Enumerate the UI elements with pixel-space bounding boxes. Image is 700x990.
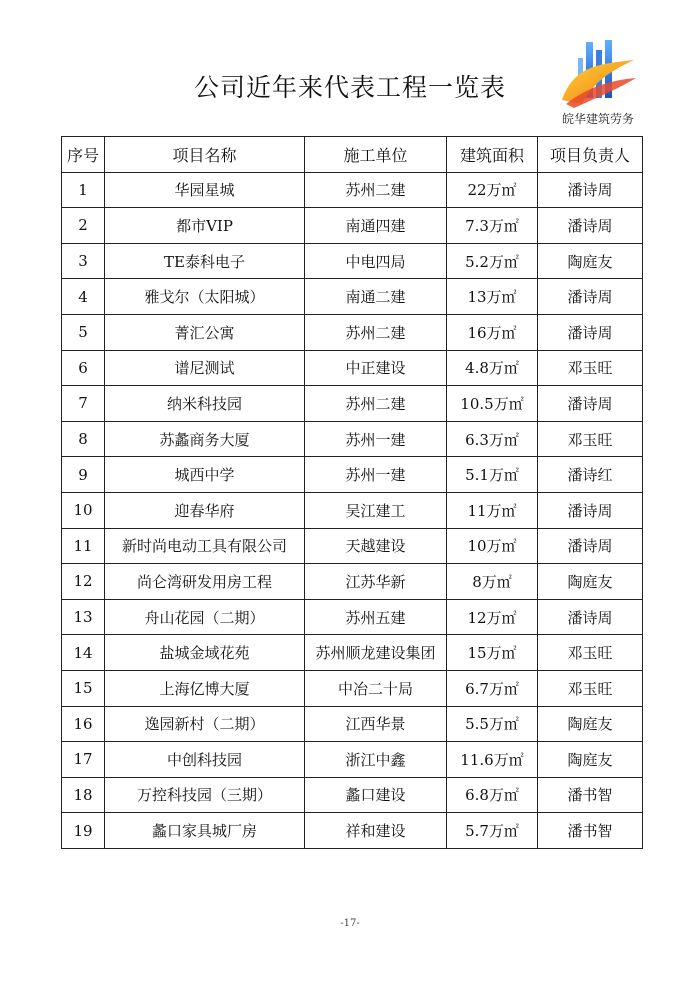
cell-project-name: TE泰科电子 [105,243,305,279]
cell-contractor: 苏州顺龙建设集团 [305,635,447,671]
cell-index: 8 [62,421,105,457]
cell-project-name: 苏蠡商务大厦 [105,421,305,457]
cell-contractor: 南通二建 [305,279,447,315]
table-row [62,350,643,386]
cell-project-name: 谱尼测试 [105,350,305,386]
cell-index: 2 [62,208,105,244]
cell-project-name: 蠡口家具城厂房 [105,813,305,849]
cell-contractor: 中正建设 [305,350,447,386]
cell-index: 15 [62,670,105,706]
cell-contractor: 苏州一建 [305,421,447,457]
cell-index: 16 [62,706,105,742]
header-area: 建筑面积 [447,137,538,173]
cell-area: 10万㎡ [447,528,538,564]
cell-project-name: 盐城金域花苑 [105,635,305,671]
cell-manager: 潘诗周 [538,208,643,244]
cell-area: 6.8万㎡ [447,777,538,813]
cell-manager: 陶庭友 [538,742,643,778]
table-row [62,314,643,350]
cell-area: 6.7万㎡ [447,670,538,706]
cell-manager: 潘诗周 [538,314,643,350]
cell-index: 11 [62,528,105,564]
cell-manager: 潘诗红 [538,457,643,493]
cell-index: 12 [62,564,105,600]
cell-contractor: 苏州二建 [305,386,447,422]
cell-project-name: 尚仑湾研发用房工程 [105,564,305,600]
cell-manager: 潘诗周 [538,492,643,528]
cell-area: 5.2万㎡ [447,243,538,279]
table-row [62,777,643,813]
table-row [62,528,643,564]
table-row [62,813,643,849]
table-row [62,243,643,279]
cell-index: 9 [62,457,105,493]
cell-manager: 潘书智 [538,777,643,813]
cell-project-name: 新时尚电动工具有限公司 [105,528,305,564]
cell-manager: 陶庭友 [538,564,643,600]
cell-manager: 陶庭友 [538,706,643,742]
cell-contractor: 江苏华新 [305,564,447,600]
cell-contractor: 苏州二建 [305,314,447,350]
cell-area: 11.6万㎡ [447,742,538,778]
cell-project-name: 逸园新村（二期） [105,706,305,742]
cell-project-name: 城西中学 [105,457,305,493]
table-header-row [62,137,643,173]
cell-project-name: 迎春华府 [105,492,305,528]
table-row [62,742,643,778]
cell-manager: 潘诗周 [538,528,643,564]
table-row [62,670,643,706]
cell-area: 6.3万㎡ [447,421,538,457]
cell-area: 11万㎡ [447,492,538,528]
cell-area: 13万㎡ [447,279,538,315]
cell-contractor: 中冶二十局 [305,670,447,706]
table-row [62,564,643,600]
cell-project-name: 舟山花园（二期） [105,599,305,635]
table-row [62,599,643,635]
cell-index: 4 [62,279,105,315]
cell-area: 5.5万㎡ [447,706,538,742]
table-row [62,457,643,493]
cell-area: 4.8万㎡ [447,350,538,386]
cell-manager: 潘诗周 [538,599,643,635]
cell-contractor: 苏州五建 [305,599,447,635]
cell-index: 1 [62,172,105,208]
cell-project-name: 华园星城 [105,172,305,208]
table-row [62,421,643,457]
cell-manager: 潘书智 [538,813,643,849]
cell-index: 6 [62,350,105,386]
cell-index: 13 [62,599,105,635]
cell-area: 5.7万㎡ [447,813,538,849]
cell-manager: 潘诗周 [538,279,643,315]
table-row [62,208,643,244]
cell-area: 5.1万㎡ [447,457,538,493]
cell-project-name: 菁汇公寓 [105,314,305,350]
cell-area: 7.3万㎡ [447,208,538,244]
cell-manager: 潘诗周 [538,386,643,422]
page-number: -17- [340,918,360,929]
cell-contractor: 吴江建工 [305,492,447,528]
cell-project-name: 纳米科技园 [105,386,305,422]
cell-index: 10 [62,492,105,528]
cell-index: 3 [62,243,105,279]
cell-contractor: 中电四局 [305,243,447,279]
company-logo [548,38,648,130]
projects-table [61,136,643,849]
table-row [62,172,643,208]
header-project-name: 项目名称 [105,137,305,173]
cell-index: 18 [62,777,105,813]
table-body [62,172,643,848]
cell-project-name: 中创科技园 [105,742,305,778]
cell-project-name: 都市VIP [105,208,305,244]
cell-area: 12万㎡ [447,599,538,635]
cell-index: 7 [62,386,105,422]
cell-area: 10.5万㎡ [447,386,538,422]
building-logo-icon [556,38,640,110]
cell-contractor: 南通四建 [305,208,447,244]
header-index: 序号 [62,137,105,173]
header-contractor: 施工单位 [305,137,447,173]
cell-area: 22万㎡ [447,172,538,208]
table-row [62,706,643,742]
table-row [62,492,643,528]
cell-index: 19 [62,813,105,849]
cell-project-name: 雅戈尔（太阳城） [105,279,305,315]
cell-area: 8万㎡ [447,564,538,600]
cell-index: 14 [62,635,105,671]
table-row [62,635,643,671]
cell-contractor: 天越建设 [305,528,447,564]
cell-contractor: 蠡口建设 [305,777,447,813]
cell-area: 16万㎡ [447,314,538,350]
cell-manager: 邓玉旺 [538,350,643,386]
cell-contractor: 祥和建设 [305,813,447,849]
logo-text: 皖华建筑劳务 [561,112,634,126]
table-row [62,386,643,422]
page-title: 公司近年来代表工程一览表 [193,73,506,102]
cell-project-name: 万控科技园（三期） [105,777,305,813]
cell-contractor: 浙江中鑫 [305,742,447,778]
cell-manager: 邓玉旺 [538,421,643,457]
cell-index: 17 [62,742,105,778]
cell-manager: 陶庭友 [538,243,643,279]
header-manager: 项目负责人 [538,137,643,173]
cell-index: 5 [62,314,105,350]
cell-contractor: 苏州一建 [305,457,447,493]
table-row [62,279,643,315]
cell-manager: 潘诗周 [538,172,643,208]
cell-project-name: 上海亿博大厦 [105,670,305,706]
cell-area: 15万㎡ [447,635,538,671]
cell-manager: 邓玉旺 [538,670,643,706]
cell-contractor: 江西华景 [305,706,447,742]
cell-manager: 邓玉旺 [538,635,643,671]
cell-contractor: 苏州二建 [305,172,447,208]
